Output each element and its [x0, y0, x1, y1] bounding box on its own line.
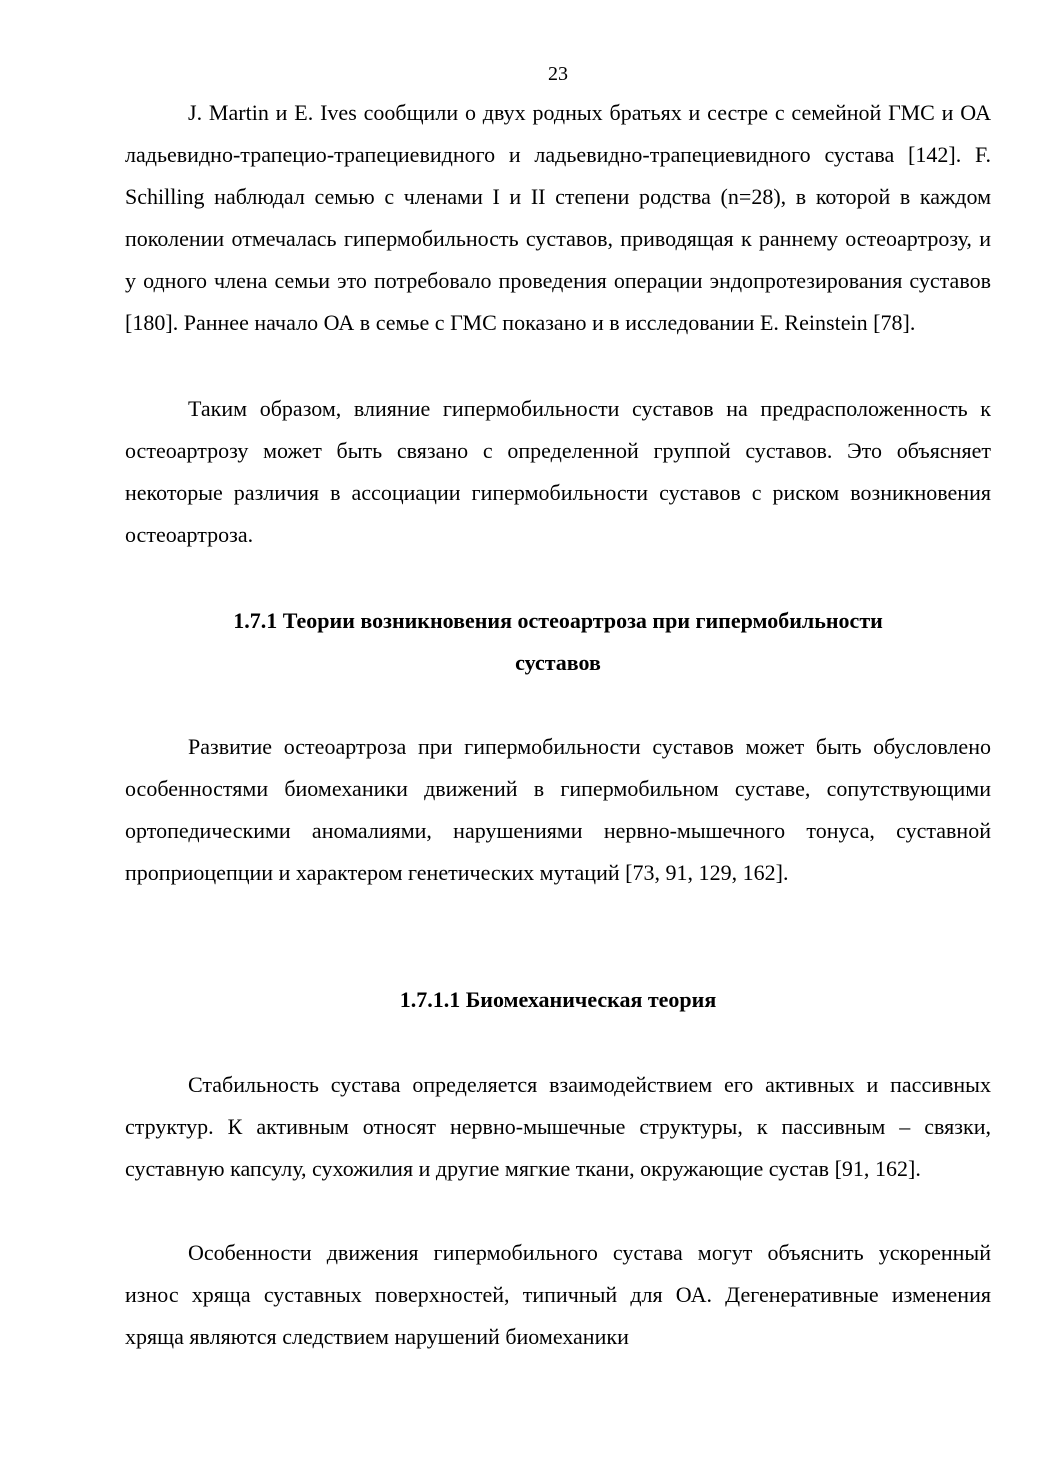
- section-heading-1-7-1-1: 1.7.1.1 Биомеханическая теория: [399, 987, 717, 1012]
- paragraph-family-cases: J. Martin и E. Ives сообщили о двух родных братьях и сестре с семейной ГМС и ОА ладьевидно-трапецио-трапециевидного и ладьевидно-трапециевидного сустава [142]. F. Schilling наблюдал семью с членами I и II степени родства (n=28), в которой в каждом поколении отмечалась гипермобильность суставов, приводящая к раннему остеоартрозу, и у одного члена семьи это потребовало проведения операции эндопротезирования суставов [180]. Раннее начало ОА в семье с ГМС показано и в исследовании E. Reinstein [78].: [125, 100, 991, 335]
- section-heading-1-7-1: [125, 600, 991, 684]
- paragraph-conclusion: Таким образом, влияние гипермобильности суставов на предрасположенность к остеоартрозу может быть связано с определенной группой суставов. Это объясняет некоторые различия в ассоциации гипермобильности суставов с риском возникновения остеоартроза.: [125, 396, 991, 547]
- paragraph-joint-stability: Стабильность сустава определяется взаимодействием его активных и пассивных структур. К активным относят нервно-мышечные структуры, к пассивным – связки, суставную капсулу, сухожилия и другие мягкие ткани, окружающие сустав [91, 162].: [125, 1072, 991, 1181]
- section-heading-1-7-1-line1: 1.7.1 Теории возникновения остеоартроза при гипермобильности: [233, 608, 883, 633]
- section-heading-1-7-1-line2: суставов: [515, 650, 601, 675]
- paragraph-hypermobile-movement: Особенности движения гипермобильного сустава могут объяснить ускоренный износ хряща суставных поверхностей, типичный для ОА. Дегенеративные изменения хряща являются следствием нарушений биомеханики: [125, 1240, 991, 1349]
- page-number: 23: [548, 63, 568, 85]
- paragraph-oa-development: Развитие остеоартроза при гипермобильности суставов может быть обусловлено особенностями биомеханики движений в гипермобильном суставе, сопутствующими ортопедическими аномалиями, нарушениями нервно-мышечного тонуса, суставной проприоцепции и характером генетических мутаций [73, 91, 129, 162].: [125, 734, 991, 885]
